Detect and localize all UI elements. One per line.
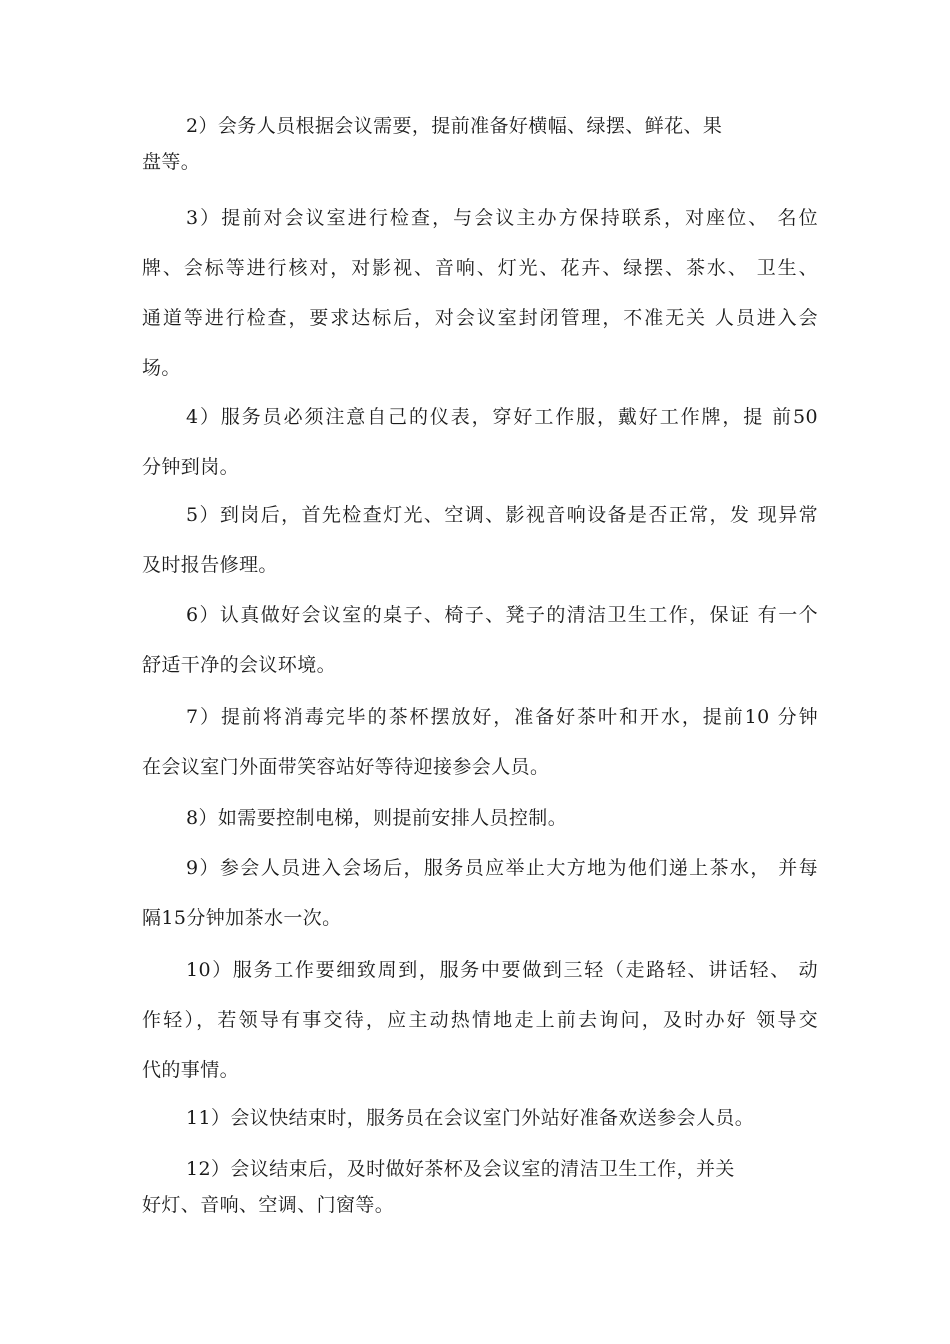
- paragraph-item-5: [142, 490, 818, 590]
- paragraph-line: 及时报告修理。: [142, 554, 278, 576]
- paragraph-item-2: [142, 108, 818, 180]
- paragraph-line: 9）参会人员进入会场后，服务员应举止大方地为他们递上茶水， 并每: [186, 857, 818, 879]
- paragraph-line: 代的事情。: [142, 1059, 240, 1081]
- paragraph-line: 场。: [142, 357, 181, 379]
- paragraph-line: 分钟到岗。: [142, 456, 240, 478]
- paragraph-line: 8）如需要控制电梯，则提前安排人员控制。: [186, 807, 568, 829]
- paragraph-line: 6）认真做好会议室的桌子、椅子、凳子的清洁卫生工作，保证 有一个: [186, 604, 818, 626]
- paragraph-line: 舒适干净的会议环境。: [142, 654, 337, 676]
- paragraph-line: 4）服务员必须注意自己的仪表，穿好工作服，戴好工作牌，提 前50: [186, 406, 818, 428]
- paragraph-item-3: [142, 193, 818, 393]
- paragraph-line: 盘等。: [142, 151, 201, 173]
- paragraph-line: 12）会议结束后，及时做好茶杯及会议室的清洁卫生工作，并关: [186, 1158, 735, 1180]
- paragraph-item-6: [142, 590, 818, 690]
- paragraph-line: 在会议室门外面带笑容站好等待迎接参会人员。: [142, 756, 550, 778]
- paragraph-item-8: [142, 793, 818, 843]
- paragraph-line: 好灯、音响、空调、门窗等。: [142, 1194, 395, 1216]
- paragraph-line: 7）提前将消毒完毕的茶杯摆放好，准备好茶叶和开水，提前10 分钟: [186, 706, 818, 728]
- paragraph-line: 3）提前对会议室进行检查，与会议主办方保持联系，对座位、 名位: [186, 207, 818, 229]
- paragraph-item-9: [142, 843, 818, 943]
- paragraph-item-11: [142, 1093, 818, 1143]
- paragraph-item-12: [142, 1151, 818, 1223]
- paragraph-item-7: [142, 692, 818, 792]
- paragraph-line: 5）到岗后，首先检查灯光、空调、影视音响设备是否正常，发 现异常: [186, 504, 818, 526]
- paragraph-line: 2）会务人员根据会议需要，提前准备好横幅、绿摆、鲜花、果: [186, 115, 723, 137]
- paragraph-item-10: [142, 945, 818, 1095]
- paragraph-item-4: [142, 392, 818, 492]
- paragraph-line: 作轻），若领导有事交待，应主动热情地走上前去询问，及时办好 领导交: [142, 1009, 818, 1031]
- paragraph-line: 隔15分钟加茶水一次。: [142, 907, 342, 929]
- paragraph-line: 11）会议快结束时，服务员在会议室门外站好准备欢送参会人员。: [186, 1107, 755, 1129]
- paragraph-line: 10）服务工作要细致周到，服务中要做到三轻（走路轻、讲话轻、 动: [186, 959, 818, 981]
- paragraph-line: 通道等进行检查，要求达标后，对会议室封闭管理，不准无关 人员进入会: [142, 307, 818, 329]
- paragraph-line: 牌、会标等进行核对，对影视、音响、灯光、花卉、绿摆、茶水、 卫生、: [142, 257, 818, 279]
